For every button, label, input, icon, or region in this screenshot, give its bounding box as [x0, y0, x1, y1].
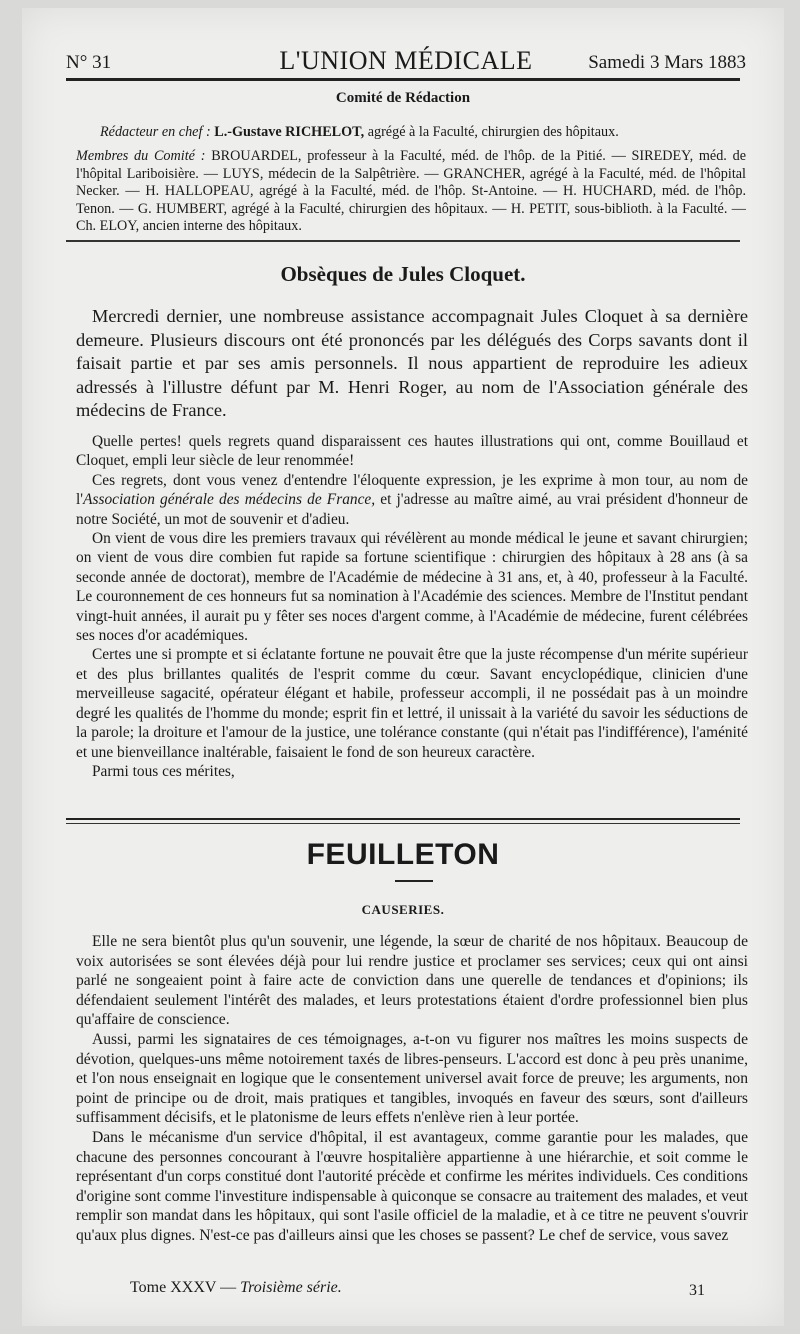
redacteur-name: L.-Gustave RICHELOT,: [214, 124, 365, 140]
membres-label: Membres du Comité :: [76, 148, 206, 164]
header-rule: [66, 78, 740, 81]
p2-text-b: et j'adresse au maître aimé, au vrai président d'honneur de notre Société, un mot de souvenir et d'adieu.: [76, 491, 748, 528]
serie-text: Troisième série.: [240, 1279, 342, 1296]
membres-text: BROUARDEL, professeur à la Faculté, méd. de l'hôp. de la Pitié. — SIREDEY, méd. de l'hôpital Lariboisière. — LUYS, médecin de la Salpêtrière. — GRANCHER, agrégé à la Faculté, méd. de l'hôpital Necker. — H. HALLOPEAU, agrégé à la Faculté, méd. de l'hôp. St-Antoine. — H. HUCHARD, méd. de l'hôp. Tenon. — G. HUMBERT, agrégé à la Faculté, chirurgien des hôpitaux. — H. PETIT, sous-biblioth. à la Faculté. — Ch. ELOY, ancien interne des hôpitaux.: [76, 148, 746, 234]
body-paragraph-4: Certes une si prompte et si éclatante fortune ne pouvait être que la juste récompense d'un mérite supérieur et des plus brillantes qualités de l'esprit comme du cœur. Savant encyclopédique, clinicien d'une merveilleuse sagacité, opérateur élégant et habile, professeur accompli, il ne possédait pas à un moindre degré les qualités de l'homme du monde; esprit fin et lettré, il unissait à la variété du savoir les séductions de la parole; la droiture et l'amour de la justice, une tolérance constante (qui n'était pas l'indifférence), l'aménité et une bienveillance inaltérable, faisaient le fond de son heureux caractère.: [76, 646, 748, 761]
body-paragraph-5: Parmi tous ces mérites,: [92, 762, 235, 780]
p2-italic: Association générale des médecins de France,: [83, 491, 376, 509]
feuilleton-paragraph-2: Aussi, parmi les signataires de ces témoignages, a-t-on vu figurer nos maîtres les moins suspects de dévotion, quelques-uns même notoirement taxés de libres-penseurs. L'accord est donc à peu près unanime, et l'on nous enseignait en logique que le consentement universel avait force de preuve; les arguments, non point de principe ou de droit, mais pratiques et tangibles, invoqués en faveur des sœurs, sont d'ailleurs suffisamment décisifs, et le platonisme de leurs effets n'enlève rien à leur portée.: [76, 1030, 748, 1127]
page-number: 31: [689, 1282, 705, 1299]
feuilleton-rule-bottom: [66, 823, 740, 824]
comite-title: Comité de Rédaction: [335, 90, 471, 106]
issue-date: Samedi 3 Mars 1883: [588, 52, 746, 73]
feuilleton-paragraph-3: Dans le mécanisme d'un service d'hôpital, il est avantageux, comme garantie pour les malades, que chacune des personnes concourant à l'œuvre hospitalière appartienne à une hiérarchie, et soit comme le représentant d'un corps constitué dont l'autorité précède et confirme les mérites individuels. Ces conditions d'origine sont comme l'investiture indispensable à quiconque se consacre au traitement des malades, et veut remplir son mandat dans les hôpitaux, qui sont l'asile officiel de la maladie, et à ce titre ne peuvent s'ouvrir qu'aux plus dignes. N'est-ce pas d'ailleurs ainsi que les choses se passent? Le chef de service, vous savez: [76, 1128, 748, 1244]
redacteur-label: Rédacteur en chef :: [100, 124, 211, 140]
issue-number: N° 31: [66, 52, 112, 73]
feuilleton-paragraph-1: Elle ne sera bientôt plus qu'un souvenir, une légende, la sœur de charité de nos hôpitaux. Beaucoup de voix autorisées se sont élevées déjà pour lui rendre justice et proclamer ses services; ceux qui ont ainsi parlé ne songeaient point à faire acte de conviction dans une querelle de tendances et d'opinions; ils défendaient seulement l'intérêt des malades, et leurs protestations étaient d'ordre professionnel bien plus qu'affaire de conscience.: [76, 933, 748, 1029]
body-paragraph-3: On vient de vous dire les premiers travaux qui révélèrent au monde médical le jeune et savant chirurgien; on vient de vous dire combien fut rapide sa fortune scientifique : chirurgien des hôpitaux à 28 ans (à sa seconde année de doctorat), membre de l'Académie de médecine à 31 ans, et, à 40, professeur à la Faculté. Le couronnement de ces honneurs fut sa nomination à l'Académie des sciences. Membre de l'Institut pendant vingt-huit années, il aurait pu y fêter ses noces d'argent comme, à l'Académie de médecine, furent célébrées ses noces d'or académiques.: [76, 530, 748, 645]
journal-title: L'UNION MÉDICALE: [279, 46, 533, 75]
article-title: Obsèques de Jules Cloquet.: [280, 262, 526, 286]
page-header: [66, 46, 746, 76]
feuilleton-divider: [395, 880, 433, 882]
membres-paragraph: [76, 148, 746, 236]
body-paragraph-1: Quelle pertes! quels regrets quand disparaissent ces hautes illustrations qui ont, comme Bouillaud et Cloquet, empli leur siècle de leur renommée!: [76, 433, 748, 470]
tome-text: Tome XXXV —: [130, 1279, 241, 1296]
p2-text-a: Ces regrets, dont vous venez d'entendre l'éloquente expression, je les exprime à mon tour, au nom de l': [76, 471, 748, 509]
feuilleton-rule-top: [66, 818, 740, 820]
footer-tome: [130, 1279, 342, 1297]
article-body: [76, 432, 748, 781]
intro-paragraph: Mercredi dernier, une nombreuse assistance accompagnait Jules Cloquet à sa dernière demeure. Plusieurs discours ont été prononcés par les délégués des Corps savants dont il faisait partie et par ses amis personnels. Il nous appartient de reproduire les adieux adressés à l'illustre défunt par M. Henri Roger, au nom de l'Association générale des médecins de France.: [76, 306, 748, 421]
feuilleton-title: FEUILLETON: [306, 838, 500, 871]
comite-rule: [66, 240, 740, 242]
body-paragraph-2: [76, 471, 748, 529]
feuilleton-subtitle: CAUSERIES.: [361, 902, 445, 917]
feuilleton-body: [76, 932, 748, 1246]
redacteur-desc: agrégé à la Faculté, chirurgien des hôpitaux.: [364, 124, 619, 140]
redacteur-line: [100, 124, 746, 142]
article-intro: [76, 305, 748, 423]
